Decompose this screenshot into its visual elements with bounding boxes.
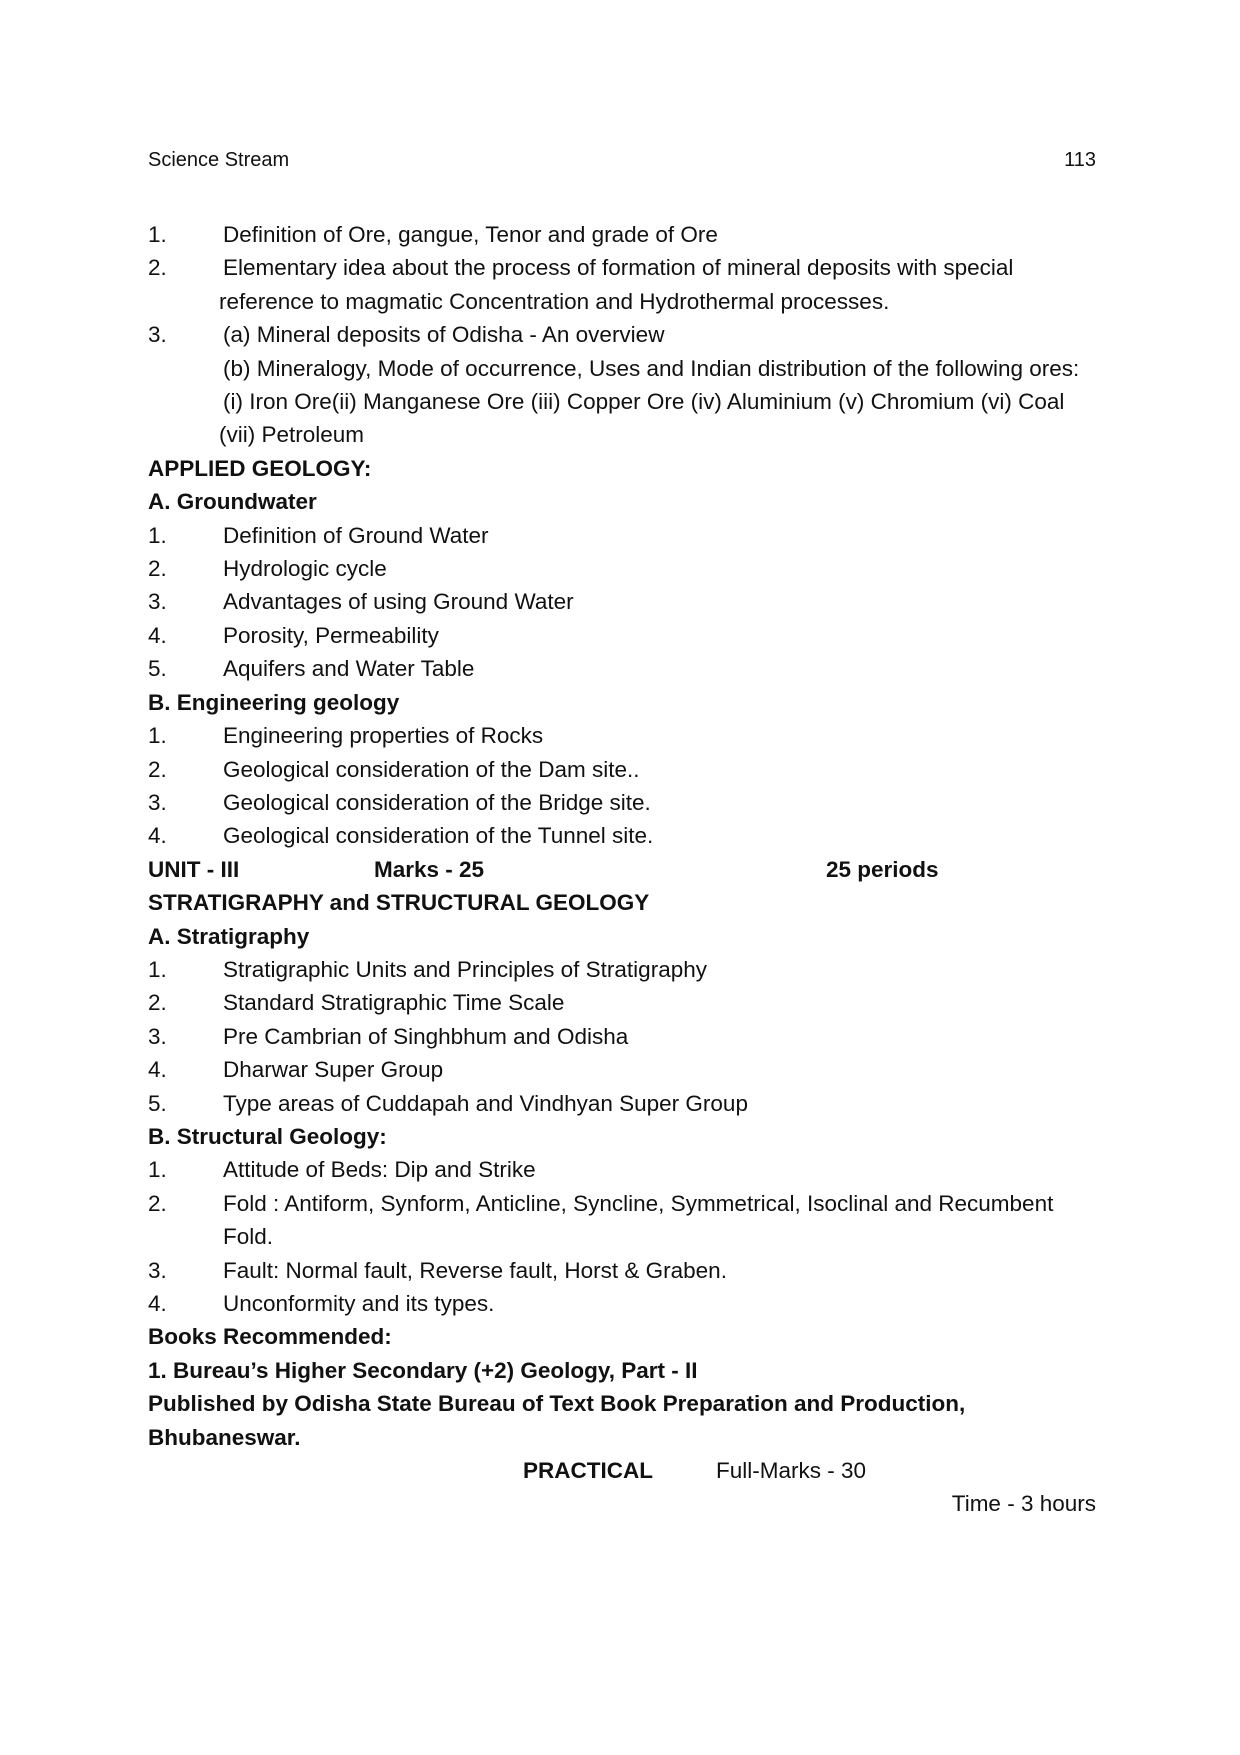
unit-marks: Marks - 25 bbox=[374, 856, 485, 882]
item-text: Advantages of using Ground Water bbox=[223, 589, 574, 615]
page-number: 113 bbox=[1064, 149, 1096, 171]
item-number: 2. bbox=[148, 756, 167, 782]
item-text: Definition of Ore, gangue, Tenor and grade of Ore bbox=[223, 222, 718, 247]
list-item bbox=[148, 1287, 1096, 1320]
page-header bbox=[148, 149, 1096, 172]
list-item bbox=[148, 753, 1096, 786]
item-number: 1. bbox=[148, 956, 167, 982]
list-item bbox=[148, 318, 1096, 351]
list-item bbox=[148, 619, 1096, 652]
item-number: 4. bbox=[148, 1291, 167, 1316]
unit-line bbox=[148, 853, 1096, 886]
item-number: 1. bbox=[148, 522, 167, 548]
item-text: Pre Cambrian of Singhbhum and Odisha bbox=[223, 1023, 629, 1049]
item-number: 2. bbox=[148, 255, 167, 281]
practical-label: PRACTICAL bbox=[523, 1458, 653, 1484]
item-number: 5. bbox=[148, 1090, 167, 1116]
item-number: 4. bbox=[148, 622, 167, 648]
item-text: Type areas of Cuddapah and Vindhyan Super Group bbox=[223, 1090, 748, 1116]
list-item bbox=[148, 953, 1096, 986]
item-number: 3. bbox=[148, 589, 167, 615]
item-continuation: (vii) Petroleum bbox=[219, 422, 365, 448]
list-item bbox=[148, 719, 1096, 752]
list-item bbox=[148, 585, 1096, 618]
subsection-heading-structural: B. Structural Geology: bbox=[148, 1123, 387, 1149]
item-text: Elementary idea about the process of formation of mineral deposits with special bbox=[223, 255, 1014, 281]
item-number: 5. bbox=[148, 656, 167, 682]
item-text: Attitude of Beds: Dip and Strike bbox=[223, 1157, 536, 1183]
item-number: 4. bbox=[148, 823, 167, 849]
list-item bbox=[148, 786, 1096, 819]
item-text: Aquifers and Water Table bbox=[223, 656, 475, 682]
item-text: (a) Mineral deposits of Odisha - An overview bbox=[223, 322, 665, 348]
practical-line bbox=[148, 1454, 1096, 1487]
list-item bbox=[148, 519, 1096, 552]
section-title-applied: APPLIED GEOLOGY: bbox=[148, 455, 372, 481]
list-item bbox=[148, 552, 1096, 585]
list-item bbox=[148, 1087, 1096, 1120]
item-number: 2. bbox=[148, 556, 167, 582]
item-text: Porosity, Permeability bbox=[223, 622, 439, 648]
item-number: 1. bbox=[148, 222, 167, 247]
subsection-heading-groundwater: A. Groundwater bbox=[148, 489, 317, 515]
item-number: 2. bbox=[148, 990, 167, 1016]
list-item bbox=[148, 251, 1096, 284]
item-number: 3. bbox=[148, 1023, 167, 1049]
item-continuation: (i) Iron Ore(ii) Manganese Ore (iii) Copper Ore (iv) Aluminium (v) Chromium (vi) Coal bbox=[223, 389, 1065, 415]
list-item bbox=[148, 1053, 1096, 1086]
list-item bbox=[148, 652, 1096, 685]
list-item bbox=[148, 1187, 1096, 1220]
item-text: Hydrologic cycle bbox=[223, 556, 387, 582]
book-publisher-city: Bhubaneswar. bbox=[148, 1424, 301, 1450]
item-continuation: (b) Mineralogy, Mode of occurrence, Uses and Indian distribution of the following ores: bbox=[223, 355, 1080, 381]
section-title-stratigraphy: STRATIGRAPHY and STRUCTURAL GEOLOGY bbox=[148, 890, 650, 916]
item-text: Standard Stratigraphic Time Scale bbox=[223, 990, 565, 1016]
item-number: 1. bbox=[148, 723, 167, 749]
item-number: 3. bbox=[148, 789, 167, 815]
item-text: Geological consideration of the Tunnel site. bbox=[223, 823, 654, 849]
unit-label: UNIT - III bbox=[148, 856, 240, 882]
item-text: Unconformity and its types. bbox=[223, 1291, 495, 1316]
item-text: Geological consideration of the Bridge site. bbox=[223, 789, 651, 815]
list-item bbox=[148, 218, 1096, 251]
item-text: Geological consideration of the Dam site.. bbox=[223, 756, 640, 782]
page-content bbox=[148, 218, 1096, 1521]
item-number: 1. bbox=[148, 1157, 167, 1183]
subsection-heading-stratigraphy: A. Stratigraphy bbox=[148, 923, 310, 949]
item-number: 2. bbox=[148, 1190, 167, 1216]
item-number: 3. bbox=[148, 322, 167, 348]
list-item bbox=[148, 1020, 1096, 1053]
item-text: Definition of Ground Water bbox=[223, 522, 489, 548]
item-text: Fault: Normal fault, Reverse fault, Horst & Graben. bbox=[223, 1257, 727, 1283]
practical-time: Time - 3 hours bbox=[951, 1491, 1096, 1517]
list-item bbox=[148, 1254, 1096, 1287]
subsection-heading-engineering: B. Engineering geology bbox=[148, 689, 400, 715]
item-text: Dharwar Super Group bbox=[223, 1057, 444, 1083]
book-item: 1. Bureau’s Higher Secondary (+2) Geology, Part - II bbox=[148, 1357, 698, 1383]
item-text: Engineering properties of Rocks bbox=[223, 723, 544, 749]
unit-periods: 25 periods bbox=[826, 856, 939, 882]
list-item bbox=[148, 819, 1096, 852]
item-continuation: reference to magmatic Concentration and Hydrothermal processes. bbox=[219, 288, 890, 314]
header-title: Science Stream bbox=[148, 149, 290, 171]
item-number: 3. bbox=[148, 1257, 167, 1283]
item-continuation: Fold. bbox=[223, 1224, 274, 1250]
book-publisher: Published by Odisha State Bureau of Text Book Preparation and Production, bbox=[148, 1391, 966, 1417]
books-heading: Books Recommended: bbox=[148, 1324, 392, 1350]
list-item bbox=[148, 1153, 1096, 1186]
list-item bbox=[148, 986, 1096, 1019]
item-number: 4. bbox=[148, 1057, 167, 1083]
item-text: Stratigraphic Units and Principles of Stratigraphy bbox=[223, 956, 707, 982]
practical-marks: Full-Marks - 30 bbox=[716, 1458, 867, 1484]
item-text: Fold : Antiform, Synform, Anticline, Syncline, Symmetrical, Isoclinal and Recumbent bbox=[223, 1190, 1054, 1216]
